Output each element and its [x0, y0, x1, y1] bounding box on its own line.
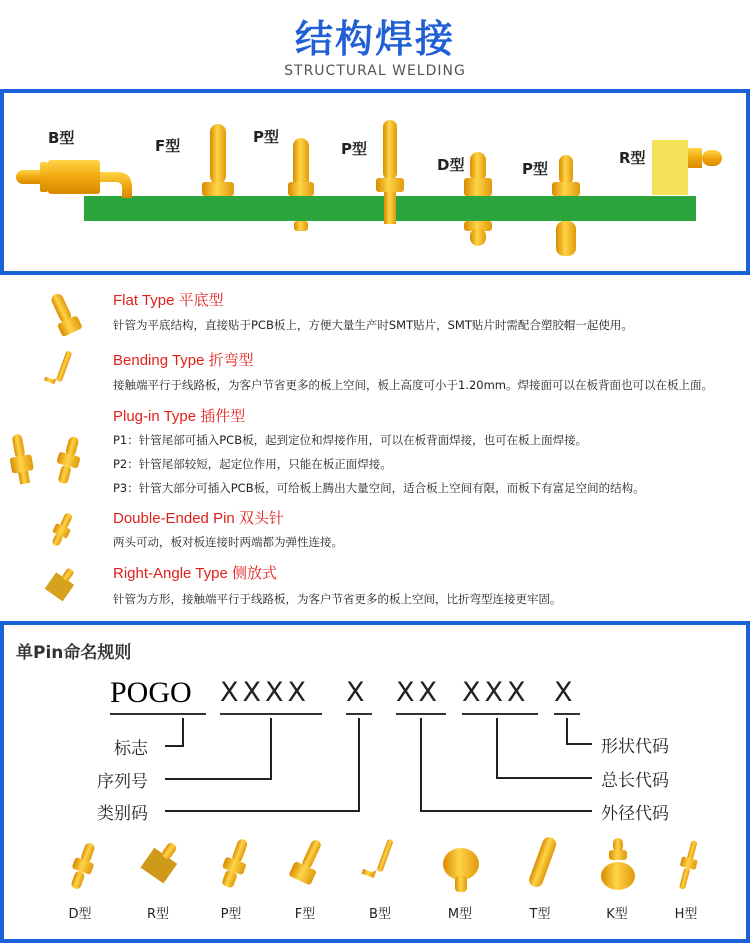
- b-type-icon: [361, 834, 393, 880]
- code-shape: X: [554, 677, 577, 708]
- page-subtitle: STRUCTURAL WELDING: [284, 63, 466, 79]
- code-category: X: [346, 677, 369, 708]
- naming-prefix: POGO: [110, 676, 192, 709]
- naming-title: 单Pin命名规则: [16, 643, 132, 663]
- k-type-icon: [601, 838, 635, 890]
- code-diameter: XX: [396, 677, 441, 708]
- type-label-h: H型: [674, 907, 698, 922]
- type-title-plugin: Plug-in Type 插件型: [113, 408, 246, 425]
- board-label-r: R型: [619, 149, 646, 167]
- board-label-f: F型: [155, 137, 181, 155]
- r-type-icon: [141, 836, 186, 883]
- type-title-double: Double-Ended Pin 双头针: [113, 510, 284, 527]
- annotation-diameter: 外径代码: [601, 804, 669, 824]
- h-type-icon: [674, 839, 702, 891]
- type-desc-double: 两头可动，板对板连接时两端都为弹性连接。: [113, 535, 343, 549]
- type-desc-plugin-p3: P3：针管大部分可插入PCB板，可给板上腾出大量空间，适合板上空间有限，而板下有富足空间的结构。: [113, 481, 645, 495]
- board-label-p1: P型: [253, 128, 279, 146]
- type-label-r: R型: [146, 907, 170, 922]
- annotation-shape: 形状代码: [601, 737, 669, 757]
- type-label-m: M型: [447, 907, 473, 922]
- m-type-icon: [443, 848, 479, 892]
- annotation-category: 类别码: [97, 804, 148, 824]
- board-label-p3: P型: [522, 160, 548, 178]
- type-desc-plugin-p2: P2：针管尾部较短，起定位作用，只能在板正面焊接。: [113, 457, 392, 471]
- type-title-flat: Flat Type 平底型: [113, 292, 224, 309]
- annotation-length: 总长代码: [601, 771, 669, 791]
- type-title-bending: Bending Type 折弯型: [113, 352, 254, 369]
- type-label-p: P型: [220, 907, 242, 922]
- t-type-icon: [527, 835, 558, 889]
- page-title: 结构焊接: [294, 17, 455, 61]
- code-serial: XXXX: [220, 677, 310, 708]
- d-type-icon: [65, 840, 100, 892]
- board-label-b: B型: [48, 129, 75, 147]
- type-label-b: B型: [369, 907, 391, 922]
- code-length: XXX: [462, 677, 530, 708]
- type-desc-bending: 接触端平行于线路板，为客户节省更多的板上空间，板上高度可小于1.20mm。焊接面可以在板背面也可以在板上面。: [113, 378, 714, 392]
- type-title-right-angle: Right-Angle Type 侧放式: [113, 565, 277, 582]
- type-label-k: K型: [606, 907, 628, 922]
- type-desc-flat: 针管为平底结构，直接贴于PCB板上，方便大量生产时SMT贴片，SMT贴片时需配合塑胶帽一起使用。: [113, 318, 633, 332]
- p-type-icon: [216, 836, 254, 891]
- annotation-mark: 标志: [114, 739, 148, 759]
- board-label-p2: P型: [341, 140, 367, 158]
- type-desc-right-angle: 针管为方形，接触端平行于线路板，为客户节省更多的板上空间，比折弯型连接更牢固。: [113, 592, 562, 606]
- type-label-f: F型: [294, 907, 316, 922]
- annotation-serial: 序列号: [97, 772, 148, 792]
- type-label-t: T型: [529, 907, 551, 922]
- type-label-d: D型: [68, 907, 92, 922]
- board-label-d: D型: [437, 156, 465, 174]
- type-desc-plugin-p1: P1：针管尾部可插入PCB板，起到定位和焊接作用，可以在板背面焊接，也可在板上面焊接。: [113, 433, 588, 447]
- f-type-icon: [288, 836, 328, 886]
